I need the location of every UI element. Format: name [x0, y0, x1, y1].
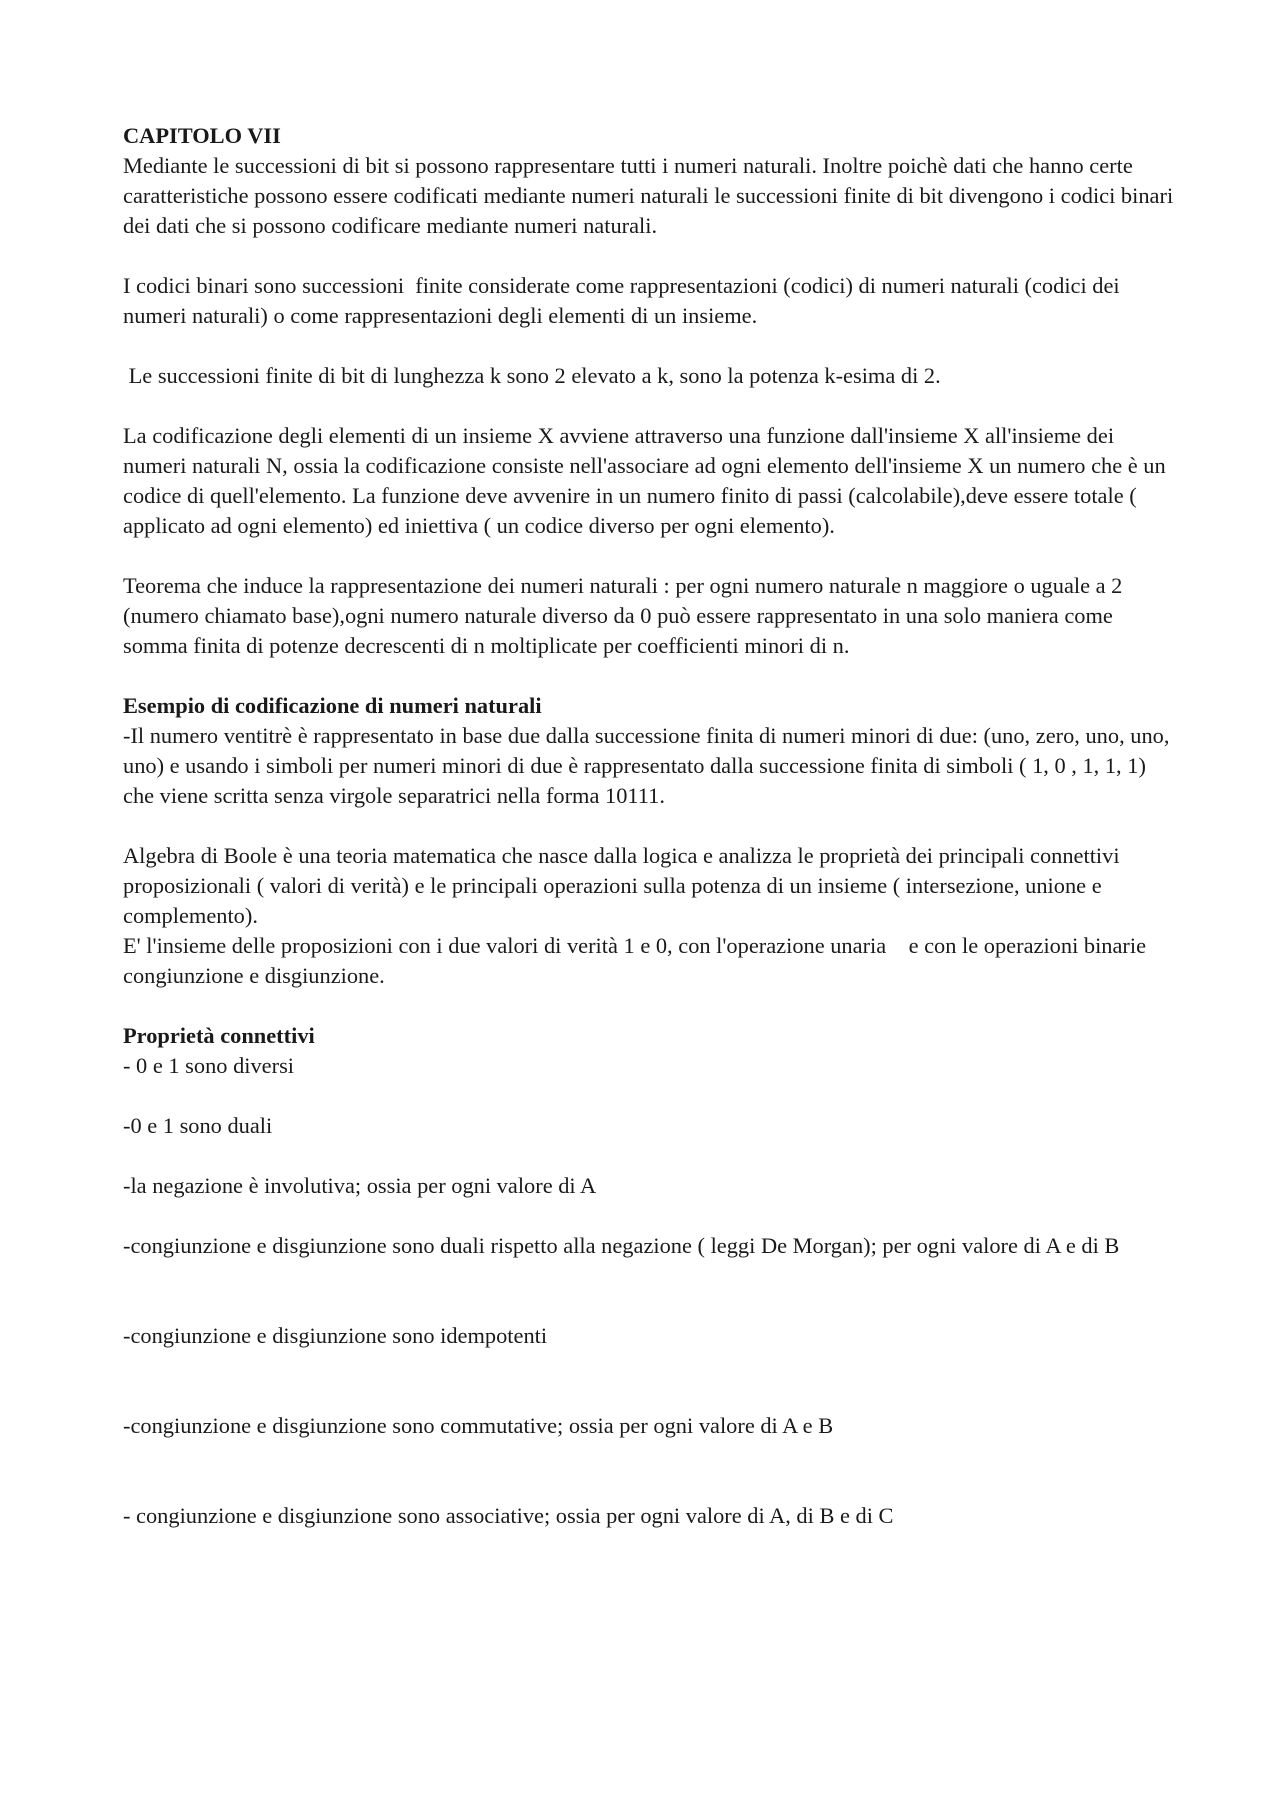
property-item: -0 e 1 sono duali [123, 1113, 273, 1138]
spacer [123, 991, 1183, 1021]
spacer [123, 241, 1183, 271]
property-item: -la negazione è involutiva; ossia per ogni valore di A [123, 1173, 597, 1198]
spacer [123, 1201, 1183, 1231]
property-item: - congiunzione e disgiunzione sono associative; ossia per ogni valore di A, di B e di C [123, 1503, 894, 1528]
spacer [123, 811, 1183, 841]
spacer [123, 1141, 1183, 1171]
property-item: - 0 e 1 sono diversi [123, 1053, 295, 1078]
property-item: -congiunzione e disgiunzione sono idempotenti [123, 1323, 548, 1348]
spacer [123, 1081, 1183, 1111]
boole-set-paragraph: E' l'insieme delle proposizioni con i due valori di verità 1 e 0, con l'operazione unaria e con le operazioni binarie congiunzione e disgiunzione. [123, 933, 1152, 988]
length-k-paragraph: Le successioni finite di bit di lunghezza k sono 2 elevato a k, sono la potenza k-esima di 2. [123, 363, 941, 388]
spacer [123, 1351, 1183, 1411]
spacer [123, 661, 1183, 691]
binary-codes-paragraph: I codici binari sono successioni finite considerate come rappresentazioni (codici) di numeri naturali (codici dei numeri naturali) o come rappresentazioni degli elementi di un insieme. [123, 273, 1126, 328]
theorem-paragraph: Teorema che induce la rappresentazione dei numeri naturali : per ogni numero naturale n maggiore o uguale a 2 (numero chiamato base),ogni numero naturale diverso da 0 può essere rappresentato in una solo maniera come somma finita di potenze decrescenti di n moltiplicate per coefficienti minori di n. [123, 573, 1128, 658]
boole-paragraph: Algebra di Boole è una teoria matematica che nasce dalla logica e analizza le proprietà dei principali connettivi proposizionali ( valori di verità) e le principali operazioni sulla potenza di un insieme ( intersezione, unione e complemento). [123, 843, 1126, 928]
spacer [123, 541, 1183, 571]
properties-heading: Proprietà connettivi [123, 1023, 315, 1048]
document-page [123, 121, 1183, 1531]
spacer [123, 1261, 1183, 1321]
example-heading: Esempio di codificazione di numeri naturali [123, 693, 542, 718]
example-paragraph: -Il numero ventitrè è rappresentato in base due dalla successione finita di numeri minori di due: (uno, zero, uno, uno, uno) e usando i simboli per numeri minori di due è rappresentato dalla successione finita di simboli ( 1, 0 , 1, 1, 1) che viene scritta senza virgole separatrici nella forma 10111. [123, 723, 1176, 808]
intro-paragraph: Mediante le successioni di bit si possono rappresentare tutti i numeri naturali. Inoltre poichè dati che hanno certe caratteristiche possono essere codificati mediante numeri naturali le successioni finite di bit divengono i codici binari dei dati che si possono codificare mediante numeri naturali. [123, 153, 1179, 238]
spacer [123, 391, 1183, 421]
spacer [123, 1441, 1183, 1501]
property-item: -congiunzione e disgiunzione sono duali rispetto alla negazione ( leggi De Morgan); per ogni valore di A e di B [123, 1233, 1120, 1258]
property-item: -congiunzione e disgiunzione sono commutative; ossia per ogni valore di A e B [123, 1413, 834, 1438]
chapter-title: CAPITOLO VII [123, 123, 281, 148]
spacer [123, 331, 1183, 361]
coding-paragraph: La codificazione degli elementi di un insieme X avviene attraverso una funzione dall'insieme X all'insieme dei numeri naturali N, ossia la codificazione consiste nell'associare ad ogni elemento dell'insieme X un numero che è un codice di quell'elemento. La funzione deve avvenire in un numero finito di passi (calcolabile),deve essere totale ( applicato ad ogni elemento) ed iniettiva ( un codice diverso per ogni elemento). [123, 423, 1172, 538]
